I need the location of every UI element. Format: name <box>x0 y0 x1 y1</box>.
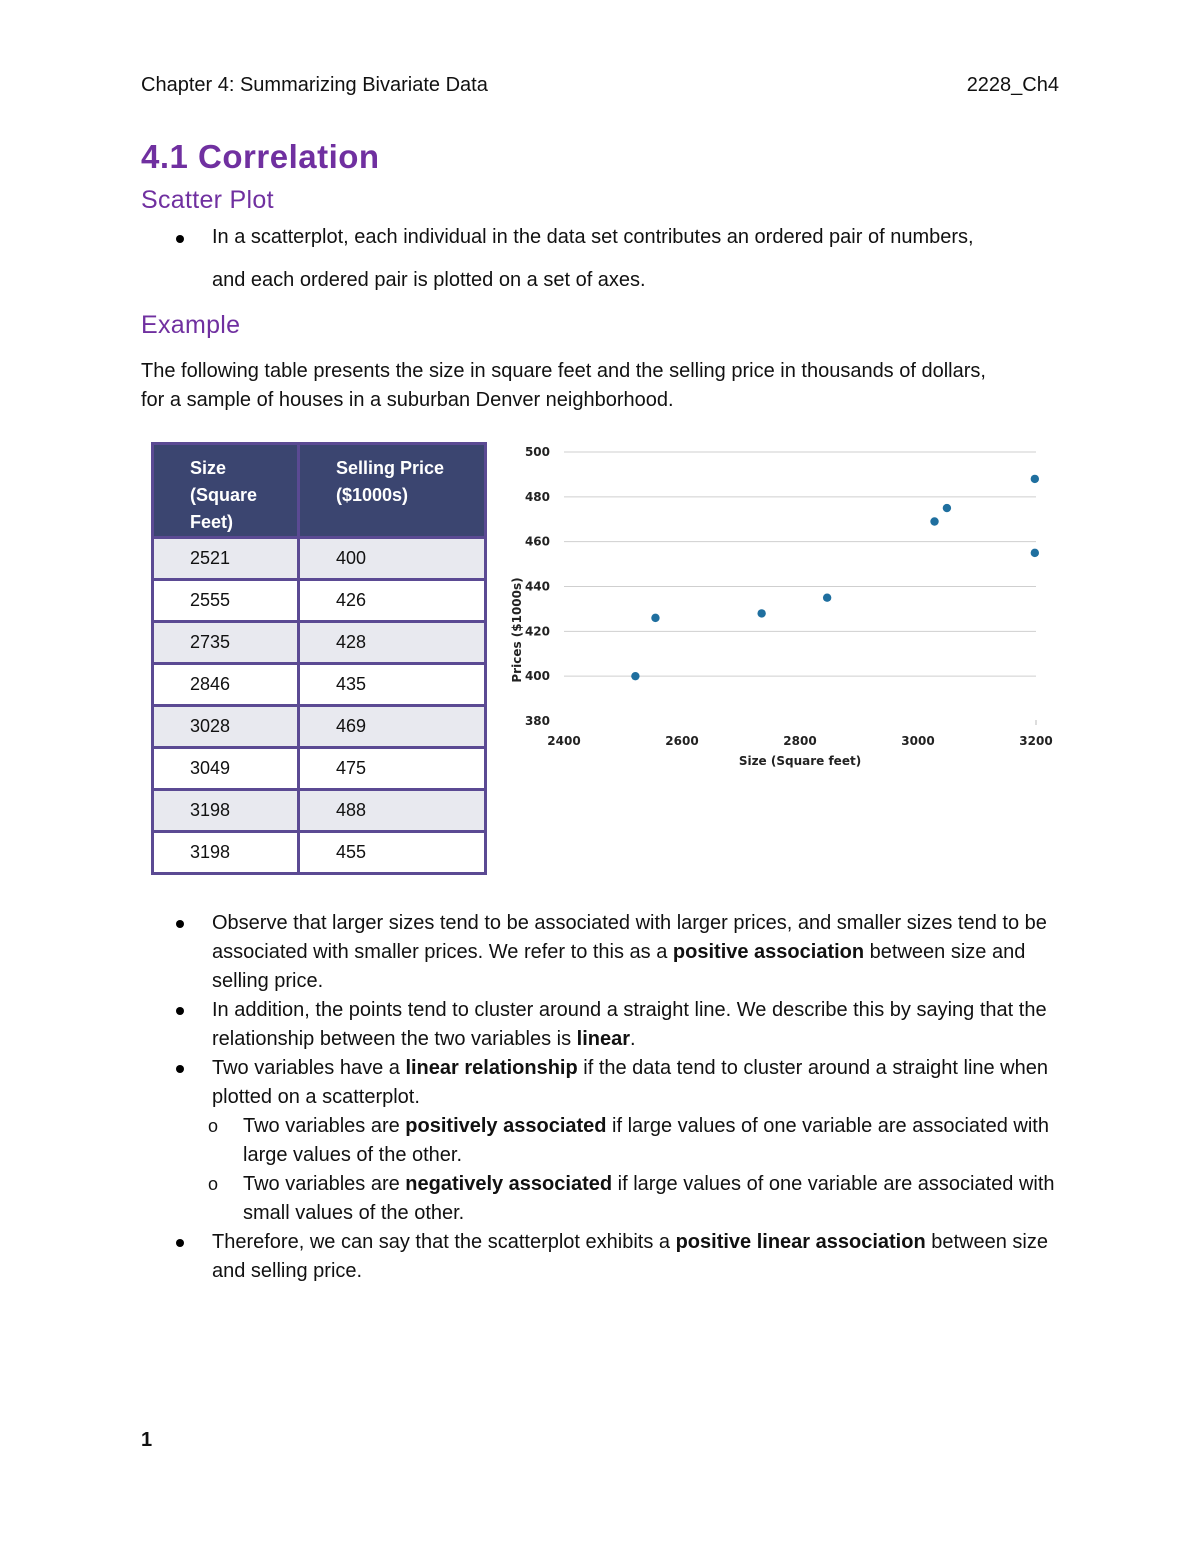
bullet-linear-relationship <box>172 1054 1072 1112</box>
price-cell: 488 <box>299 790 486 832</box>
x-tick-label: 2400 <box>547 734 581 748</box>
bullet-text: if large values of one variable are associated with small values of the other. <box>243 1173 1055 1224</box>
bullet-text: Therefore, we can say that the scatterplot exhibits a <box>212 1231 676 1253</box>
sub-bullet-positive <box>132 1112 1072 1170</box>
table-row <box>153 664 486 706</box>
size-cell: 2555 <box>153 580 299 622</box>
size-cell: 2521 <box>153 538 299 580</box>
price-cell: 475 <box>299 748 486 790</box>
bullet-linear <box>172 996 1072 1054</box>
size-cell: 3198 <box>153 832 299 874</box>
scatter-chart <box>500 436 1060 776</box>
size-cell: 2846 <box>153 664 299 706</box>
table-row <box>153 706 486 748</box>
gridlines <box>564 452 1036 676</box>
x-tick-label: 2800 <box>783 734 817 748</box>
y-tick-label: 400 <box>524 669 550 684</box>
bold-term: positive association <box>672 941 865 963</box>
table-row <box>153 832 486 874</box>
x-axis-label: Size (Square feet) <box>738 754 862 768</box>
data-points <box>631 475 1039 681</box>
size-cell: 3198 <box>153 790 299 832</box>
section-title: 4.1 Correlation <box>141 138 380 175</box>
data-point <box>930 517 938 525</box>
x-tick-labels <box>547 720 1052 748</box>
data-point <box>651 614 659 622</box>
price-cell: 426 <box>299 580 486 622</box>
scatter-bullet <box>172 224 1072 294</box>
table-row <box>153 748 486 790</box>
bold-term: linear relationship <box>405 1057 578 1079</box>
size-cell: 2735 <box>153 622 299 664</box>
running-header-title: Chapter 4: Summarizing Bivariate Data <box>141 74 488 96</box>
bullet-text: Two variables are <box>243 1173 406 1195</box>
price-cell: 428 <box>299 622 486 664</box>
x-tick-label: 2600 <box>665 734 699 748</box>
y-tick-label: 440 <box>524 579 550 594</box>
association-bullets <box>172 909 1072 1286</box>
example-paragraph <box>141 357 1061 415</box>
column-header-price: Selling Price ($1000s) <box>299 444 486 538</box>
bullet-text: . <box>630 1028 636 1050</box>
example-line-1: The following table presents the size in square feet and the selling price in thousands of dollars, <box>141 360 986 382</box>
bold-term: positively associated <box>405 1115 607 1137</box>
size-cell: 3028 <box>153 706 299 748</box>
column-header-size: Size (Square Feet) <box>153 444 299 538</box>
y-axis-label: Prices ($1000s) <box>510 577 524 683</box>
data-point <box>943 504 951 512</box>
table-row <box>153 580 486 622</box>
data-point <box>1031 549 1039 557</box>
x-tick-label: 3000 <box>901 734 935 748</box>
bullet-conclusion <box>172 1228 1072 1286</box>
data-table <box>151 442 487 875</box>
data-point <box>823 594 831 602</box>
data-point <box>757 609 765 617</box>
scatter-bullet-line-1: In a scatterplot, each individual in the data set contributes an ordered pair of numbers, <box>212 226 974 248</box>
size-cell: 3049 <box>153 748 299 790</box>
table-row <box>153 538 486 580</box>
table-row <box>153 790 486 832</box>
bullet-text: Two variables have a <box>212 1057 406 1079</box>
bullet-text: Two variables are <box>243 1115 406 1137</box>
page-number: 1 <box>141 1429 153 1451</box>
y-tick-label: 500 <box>524 445 550 459</box>
bullet-text: between size and selling price. <box>212 941 1026 992</box>
scatter-bullet-line-2: and each ordered pair is plotted on a set of axes. <box>212 269 646 291</box>
bold-term: negatively associated <box>405 1173 613 1195</box>
bullet-text: if large values of one variable are associated with large values of the other. <box>243 1115 1049 1166</box>
running-header-code: 2228_Ch4 <box>966 74 1059 96</box>
x-tick-label: 3200 <box>1019 734 1053 748</box>
table-row <box>153 622 486 664</box>
y-tick-label: 480 <box>524 489 550 504</box>
bold-term: linear <box>576 1028 631 1050</box>
data-point <box>631 672 639 680</box>
sub-bullet-negative <box>132 1170 1072 1228</box>
example-heading: Example <box>141 311 241 339</box>
bullet-text: Observe that larger sizes tend to be associated with larger prices, and smaller sizes tend to be associated with smaller prices. We refer to this as a <box>212 912 1047 963</box>
bullet-positive-association <box>172 909 1072 996</box>
bold-term: positive linear association <box>675 1231 926 1253</box>
y-tick-label: 420 <box>524 624 550 639</box>
bullet-text: if the data tend to cluster around a straight line when plotted on a scatterplot. <box>212 1057 1048 1108</box>
price-cell: 469 <box>299 706 486 748</box>
y-tick-label: 460 <box>524 534 550 549</box>
data-point <box>1031 475 1039 483</box>
price-cell: 435 <box>299 664 486 706</box>
y-tick-label: 380 <box>524 714 550 728</box>
price-cell: 400 <box>299 538 486 580</box>
bullet-text: between size and selling price. <box>212 1231 1048 1282</box>
y-tick-labels <box>525 445 550 728</box>
bullet-text: In addition, the points tend to cluster around a straight line. We describe this by saying that the relationship between the two variables is <box>212 999 1047 1050</box>
scatter-plot-heading: Scatter Plot <box>141 186 274 214</box>
price-cell: 455 <box>299 832 486 874</box>
example-line-2: for a sample of houses in a suburban Denver neighborhood. <box>141 389 674 411</box>
